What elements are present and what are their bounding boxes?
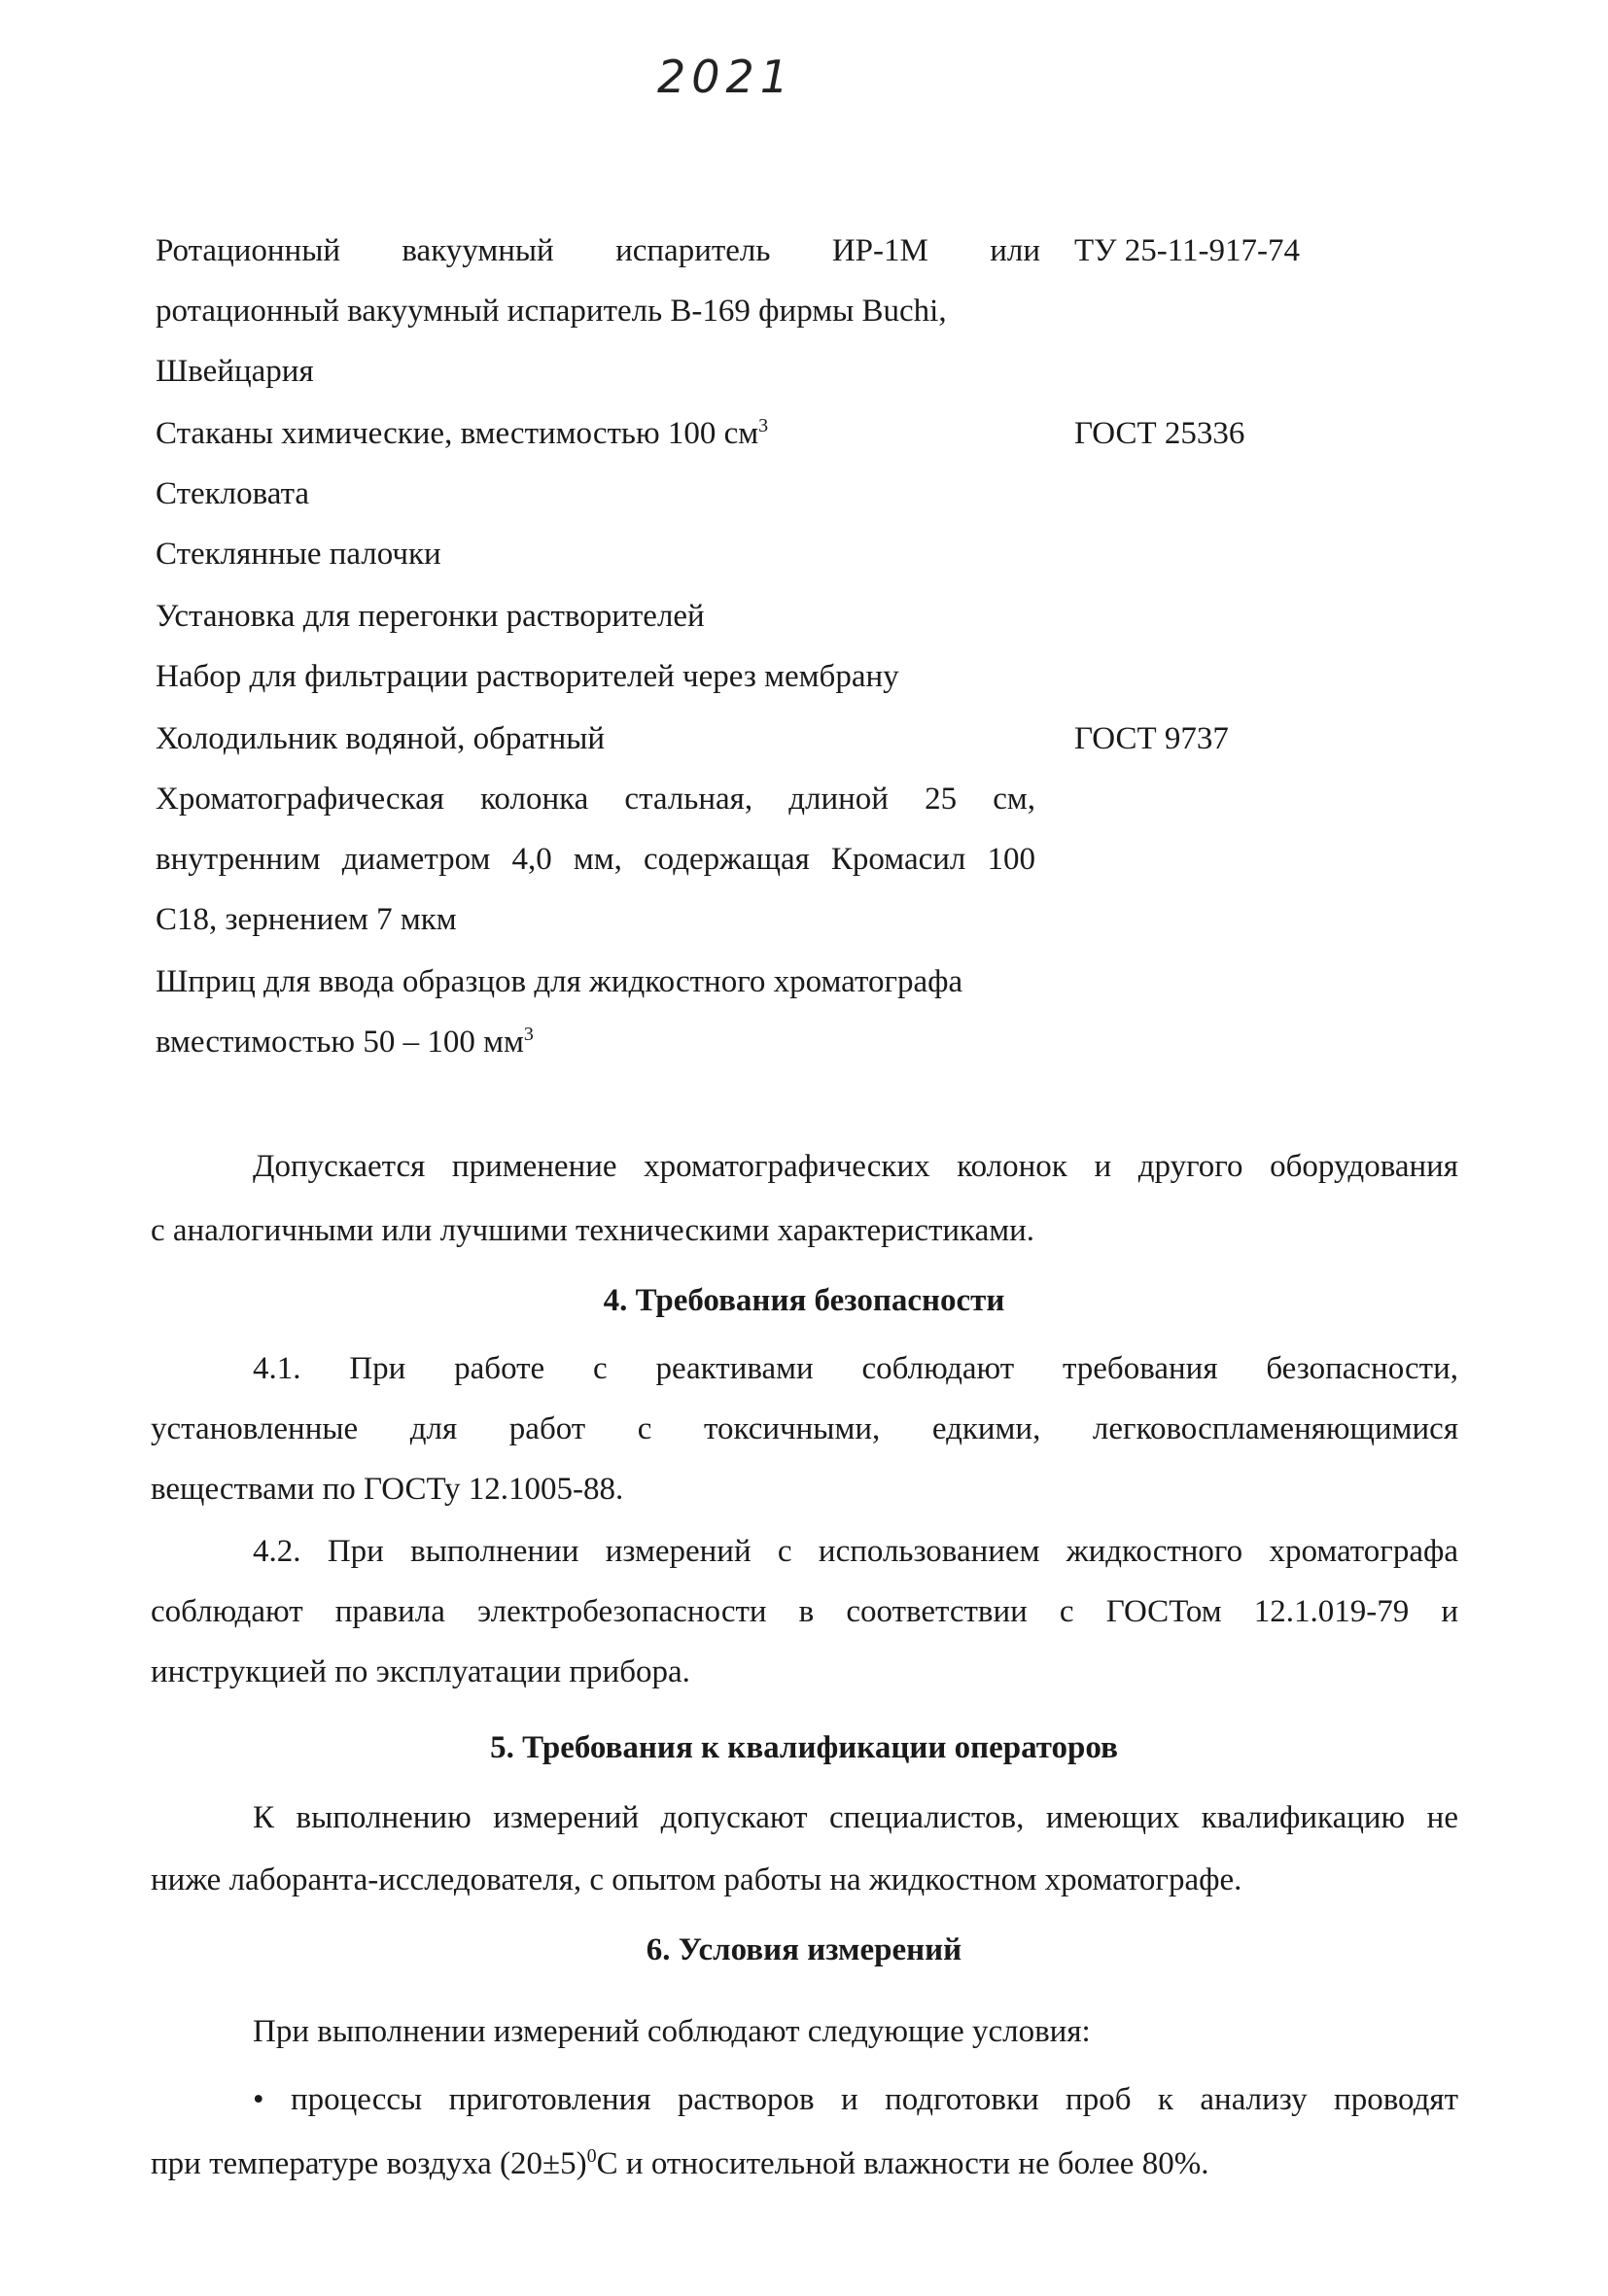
equipment-name-line: Холодильник водяной, обратный <box>156 721 606 756</box>
paragraph-line: • процессы приготовления растворов и подготовки проб к анализу проводят <box>253 2082 1458 2117</box>
equipment-name-line: Набор для фильтрации растворителей через мембрану <box>156 659 899 694</box>
equipment-name-line: внутренним диаметром 4,0 мм, содержащая Кромасил 100 <box>156 842 1035 877</box>
page-number: 2021 <box>657 51 795 103</box>
equipment-name-line: Швейцария <box>156 354 314 389</box>
equipment-name-line: Шприц для ввода образцов для жидкостного хроматографа <box>156 964 963 999</box>
equipment-name-line: Ротационный вакуумный испаритель ИР-1М или <box>156 233 1040 268</box>
paragraph-line: инструкцией по эксплуатации прибора. <box>151 1654 690 1689</box>
paragraph-line: К выполнению измерений допускают специалистов, имеющих квалификацию не <box>253 1800 1458 1835</box>
equipment-name-line: С18, зернением 7 мкм <box>156 902 457 937</box>
note-line: с аналогичными или лучшими техническими характеристиками. <box>151 1213 1035 1248</box>
paragraph-line: При выполнении измерений соблюдают следующие условия: <box>253 2014 1091 2049</box>
paragraph-line: ниже лаборанта-исследователя, с опытом работы на жидкостном хроматографе. <box>151 1862 1242 1897</box>
note-line: Допускается применение хроматографических колонок и другого оборудования <box>253 1149 1458 1184</box>
equipment-name-line: Стеклянные палочки <box>156 537 441 572</box>
equipment-name-line: Стекловата <box>156 476 310 511</box>
equipment-standard: ГОСТ 25336 <box>1074 416 1245 451</box>
paragraph-line: веществами по ГОСТу 12.1005-88. <box>151 1472 624 1507</box>
equipment-name-line: Установка для перегонки растворителей <box>156 599 705 634</box>
equipment-name-line: ротационный вакуумный испаритель В-169 фирмы Buchi, <box>156 294 947 329</box>
paragraph-line: при температуре воздуха $(20\pm 5)^0С$ и относительной влажности не более 80%. <box>151 2145 1209 2181</box>
paragraph-line: установленные для работ с токсичными, едкими, легковоспламеняющимися <box>151 1411 1458 1446</box>
paragraph-line: 4.1. При работе с реактивами соблюдают требования безопасности, <box>253 1351 1458 1386</box>
paragraph-line: 4.2. При выполнении измерений с использованием жидкостного хроматографа <box>253 1534 1458 1569</box>
section-heading: 5. Требования к квалификации операторов <box>490 1730 1118 1765</box>
equipment-name-line: Стаканы химические, вместимостью 100 $см^3$ <box>156 415 769 451</box>
equipment-name-line: вместимостью 50 – 100 $мм^3$ <box>156 1024 534 1060</box>
section-heading: 6. Условия измерений <box>646 1932 962 1967</box>
equipment-standard: ГОСТ 9737 <box>1074 721 1229 756</box>
equipment-standard: ТУ 25-11-917-74 <box>1074 233 1301 268</box>
equipment-name-line: Хроматографическая колонка стальная, длиной 25 см, <box>156 782 1035 817</box>
section-heading: 4. Требования безопасности <box>603 1283 1005 1318</box>
paragraph-line: соблюдают правила электробезопасности в соответствии с ГОСТом 12.1.019-79 и <box>151 1594 1458 1629</box>
